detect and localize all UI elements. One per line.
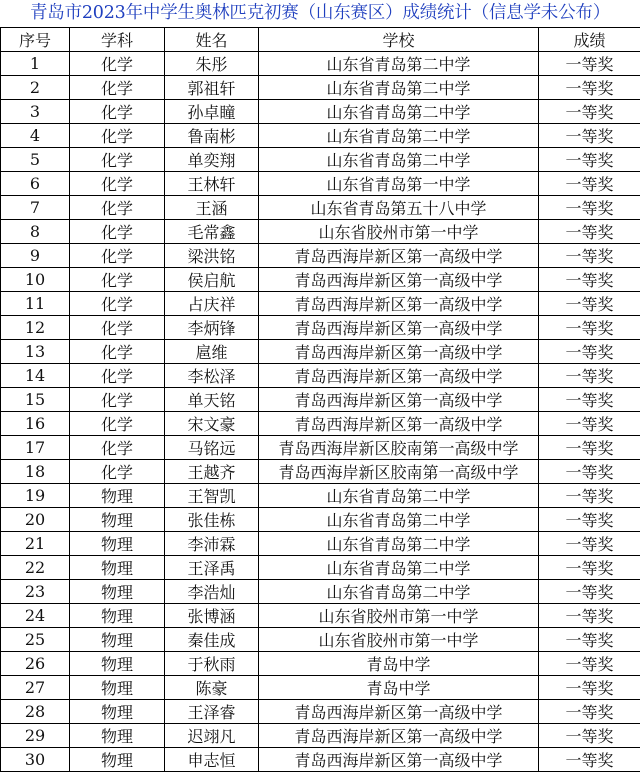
cell-result: 一等奖 — [539, 412, 640, 436]
cell-result: 一等奖 — [539, 220, 640, 244]
cell-name: 占庆祥 — [165, 292, 259, 316]
cell-index: 20 — [1, 508, 70, 532]
header-name: 姓名 — [165, 28, 259, 52]
cell-result: 一等奖 — [539, 244, 640, 268]
table-row — [1, 580, 640, 604]
cell-name: 王智凯 — [165, 484, 259, 508]
table-row — [1, 748, 640, 772]
cell-name: 于秋雨 — [165, 652, 259, 676]
table-row — [1, 124, 640, 148]
table-row — [1, 388, 640, 412]
cell-index: 27 — [1, 676, 70, 700]
cell-name: 宋文豪 — [165, 412, 259, 436]
cell-result: 一等奖 — [539, 52, 640, 76]
header-row — [1, 28, 640, 52]
cell-result: 一等奖 — [539, 124, 640, 148]
cell-subject: 物理 — [70, 724, 165, 748]
cell-subject: 化学 — [70, 220, 165, 244]
cell-name: 李松泽 — [165, 364, 259, 388]
page-title: 青岛市2023年中学生奥林匹克初赛（山东赛区）成绩统计（信息学未公布） — [0, 0, 640, 27]
cell-name: 单奕翔 — [165, 148, 259, 172]
cell-subject: 化学 — [70, 196, 165, 220]
table-row — [1, 532, 640, 556]
cell-school: 山东省青岛第二中学 — [259, 556, 539, 580]
cell-index: 26 — [1, 652, 70, 676]
cell-index: 16 — [1, 412, 70, 436]
cell-subject: 化学 — [70, 460, 165, 484]
cell-result: 一等奖 — [539, 100, 640, 124]
table-row — [1, 412, 640, 436]
cell-result: 一等奖 — [539, 436, 640, 460]
cell-school: 青岛西海岸新区第一高级中学 — [259, 388, 539, 412]
table-row — [1, 172, 640, 196]
cell-subject: 化学 — [70, 172, 165, 196]
cell-index: 22 — [1, 556, 70, 580]
cell-index: 2 — [1, 76, 70, 100]
cell-subject: 化学 — [70, 364, 165, 388]
cell-index: 28 — [1, 700, 70, 724]
cell-index: 6 — [1, 172, 70, 196]
cell-result: 一等奖 — [539, 604, 640, 628]
cell-subject: 化学 — [70, 148, 165, 172]
cell-subject: 化学 — [70, 436, 165, 460]
cell-index: 23 — [1, 580, 70, 604]
table-row — [1, 316, 640, 340]
cell-name: 王泽睿 — [165, 700, 259, 724]
cell-name: 朱彤 — [165, 52, 259, 76]
table-row — [1, 196, 640, 220]
table-row — [1, 100, 640, 124]
table-row — [1, 268, 640, 292]
cell-subject: 化学 — [70, 124, 165, 148]
cell-subject: 化学 — [70, 340, 165, 364]
cell-index: 1 — [1, 52, 70, 76]
cell-school: 青岛西海岸新区第一高级中学 — [259, 724, 539, 748]
cell-name: 侯启航 — [165, 268, 259, 292]
cell-subject: 物理 — [70, 676, 165, 700]
cell-index: 17 — [1, 436, 70, 460]
cell-index: 14 — [1, 364, 70, 388]
table-row — [1, 556, 640, 580]
cell-result: 一等奖 — [539, 316, 640, 340]
cell-school: 山东省胶州市第一中学 — [259, 604, 539, 628]
cell-subject: 物理 — [70, 628, 165, 652]
cell-school: 青岛西海岸新区第一高级中学 — [259, 244, 539, 268]
cell-subject: 物理 — [70, 700, 165, 724]
cell-index: 19 — [1, 484, 70, 508]
cell-result: 一等奖 — [539, 580, 640, 604]
table-row — [1, 604, 640, 628]
cell-name: 王涵 — [165, 196, 259, 220]
cell-index: 11 — [1, 292, 70, 316]
cell-index: 12 — [1, 316, 70, 340]
cell-index: 21 — [1, 532, 70, 556]
cell-school: 青岛中学 — [259, 676, 539, 700]
cell-name: 秦佳成 — [165, 628, 259, 652]
table-row — [1, 676, 640, 700]
table-row — [1, 220, 640, 244]
cell-subject: 化学 — [70, 244, 165, 268]
cell-school: 青岛西海岸新区第一高级中学 — [259, 700, 539, 724]
cell-index: 29 — [1, 724, 70, 748]
cell-result: 一等奖 — [539, 196, 640, 220]
table-row — [1, 700, 640, 724]
cell-subject: 物理 — [70, 652, 165, 676]
cell-index: 10 — [1, 268, 70, 292]
table-row — [1, 436, 640, 460]
cell-school: 山东省青岛第二中学 — [259, 508, 539, 532]
cell-index: 30 — [1, 748, 70, 772]
table-row — [1, 292, 640, 316]
header-result: 成绩 — [539, 28, 640, 52]
cell-school: 山东省青岛第二中学 — [259, 124, 539, 148]
cell-result: 一等奖 — [539, 628, 640, 652]
cell-name: 李沛霖 — [165, 532, 259, 556]
cell-index: 4 — [1, 124, 70, 148]
cell-school: 青岛西海岸新区第一高级中学 — [259, 268, 539, 292]
cell-name: 迟翊凡 — [165, 724, 259, 748]
table-row — [1, 724, 640, 748]
cell-result: 一等奖 — [539, 724, 640, 748]
cell-index: 7 — [1, 196, 70, 220]
cell-result: 一等奖 — [539, 700, 640, 724]
cell-name: 张佳栋 — [165, 508, 259, 532]
cell-school: 山东省青岛第二中学 — [259, 484, 539, 508]
cell-name: 申志恒 — [165, 748, 259, 772]
cell-subject: 化学 — [70, 292, 165, 316]
cell-name: 郭祖轩 — [165, 76, 259, 100]
cell-index: 13 — [1, 340, 70, 364]
table-row — [1, 148, 640, 172]
cell-subject: 物理 — [70, 556, 165, 580]
cell-result: 一等奖 — [539, 748, 640, 772]
cell-subject: 化学 — [70, 268, 165, 292]
cell-school: 青岛西海岸新区第一高级中学 — [259, 364, 539, 388]
cell-subject: 物理 — [70, 748, 165, 772]
cell-school: 山东省青岛第二中学 — [259, 580, 539, 604]
cell-name: 毛常鑫 — [165, 220, 259, 244]
cell-result: 一等奖 — [539, 76, 640, 100]
header-school: 学校 — [259, 28, 539, 52]
cell-index: 25 — [1, 628, 70, 652]
cell-subject: 化学 — [70, 52, 165, 76]
table-row — [1, 460, 640, 484]
table-row — [1, 340, 640, 364]
cell-result: 一等奖 — [539, 652, 640, 676]
cell-name: 李浩灿 — [165, 580, 259, 604]
cell-subject: 化学 — [70, 100, 165, 124]
cell-school: 山东省胶州市第一中学 — [259, 628, 539, 652]
cell-name: 马铭远 — [165, 436, 259, 460]
cell-school: 青岛西海岸新区第一高级中学 — [259, 412, 539, 436]
cell-name: 孙卓瞳 — [165, 100, 259, 124]
cell-school: 青岛西海岸新区胶南第一高级中学 — [259, 460, 539, 484]
cell-subject: 物理 — [70, 508, 165, 532]
cell-school: 青岛西海岸新区第一高级中学 — [259, 340, 539, 364]
table-row — [1, 76, 640, 100]
table-row — [1, 364, 640, 388]
cell-result: 一等奖 — [539, 532, 640, 556]
cell-result: 一等奖 — [539, 172, 640, 196]
cell-subject: 物理 — [70, 604, 165, 628]
cell-school: 青岛中学 — [259, 652, 539, 676]
cell-name: 王越齐 — [165, 460, 259, 484]
cell-result: 一等奖 — [539, 148, 640, 172]
cell-name: 王泽禹 — [165, 556, 259, 580]
cell-index: 3 — [1, 100, 70, 124]
cell-subject: 物理 — [70, 532, 165, 556]
cell-subject: 化学 — [70, 412, 165, 436]
table-row — [1, 52, 640, 76]
cell-school: 山东省青岛第二中学 — [259, 100, 539, 124]
cell-result: 一等奖 — [539, 460, 640, 484]
cell-name: 王林轩 — [165, 172, 259, 196]
cell-result: 一等奖 — [539, 508, 640, 532]
cell-subject: 化学 — [70, 76, 165, 100]
cell-subject: 化学 — [70, 388, 165, 412]
cell-school: 山东省青岛第二中学 — [259, 532, 539, 556]
cell-subject: 物理 — [70, 484, 165, 508]
table-row — [1, 652, 640, 676]
cell-index: 24 — [1, 604, 70, 628]
cell-name: 陈豪 — [165, 676, 259, 700]
cell-school: 山东省青岛第五十八中学 — [259, 196, 539, 220]
results-table — [0, 27, 640, 772]
table-body — [1, 52, 640, 772]
cell-result: 一等奖 — [539, 556, 640, 580]
table-row — [1, 508, 640, 532]
cell-name: 李炳锋 — [165, 316, 259, 340]
cell-index: 8 — [1, 220, 70, 244]
cell-result: 一等奖 — [539, 676, 640, 700]
cell-index: 15 — [1, 388, 70, 412]
cell-school: 青岛西海岸新区第一高级中学 — [259, 316, 539, 340]
cell-name: 单天铭 — [165, 388, 259, 412]
cell-school: 青岛西海岸新区胶南第一高级中学 — [259, 436, 539, 460]
table-row — [1, 484, 640, 508]
cell-index: 18 — [1, 460, 70, 484]
cell-school: 山东省青岛第二中学 — [259, 52, 539, 76]
cell-name: 鲁南彬 — [165, 124, 259, 148]
cell-school: 山东省青岛第二中学 — [259, 148, 539, 172]
cell-index: 9 — [1, 244, 70, 268]
cell-result: 一等奖 — [539, 340, 640, 364]
cell-subject: 化学 — [70, 316, 165, 340]
cell-result: 一等奖 — [539, 292, 640, 316]
cell-result: 一等奖 — [539, 364, 640, 388]
cell-subject: 物理 — [70, 580, 165, 604]
cell-result: 一等奖 — [539, 268, 640, 292]
cell-school: 青岛西海岸新区第一高级中学 — [259, 748, 539, 772]
table-row — [1, 628, 640, 652]
cell-name: 扈维 — [165, 340, 259, 364]
table-row — [1, 244, 640, 268]
cell-index: 5 — [1, 148, 70, 172]
cell-school: 山东省青岛第一中学 — [259, 172, 539, 196]
header-subject: 学科 — [70, 28, 165, 52]
cell-result: 一等奖 — [539, 484, 640, 508]
header-index: 序号 — [1, 28, 70, 52]
cell-school: 山东省胶州市第一中学 — [259, 220, 539, 244]
cell-result: 一等奖 — [539, 388, 640, 412]
cell-name: 梁洪铭 — [165, 244, 259, 268]
cell-name: 张博涵 — [165, 604, 259, 628]
cell-school: 青岛西海岸新区第一高级中学 — [259, 292, 539, 316]
cell-school: 山东省青岛第二中学 — [259, 76, 539, 100]
